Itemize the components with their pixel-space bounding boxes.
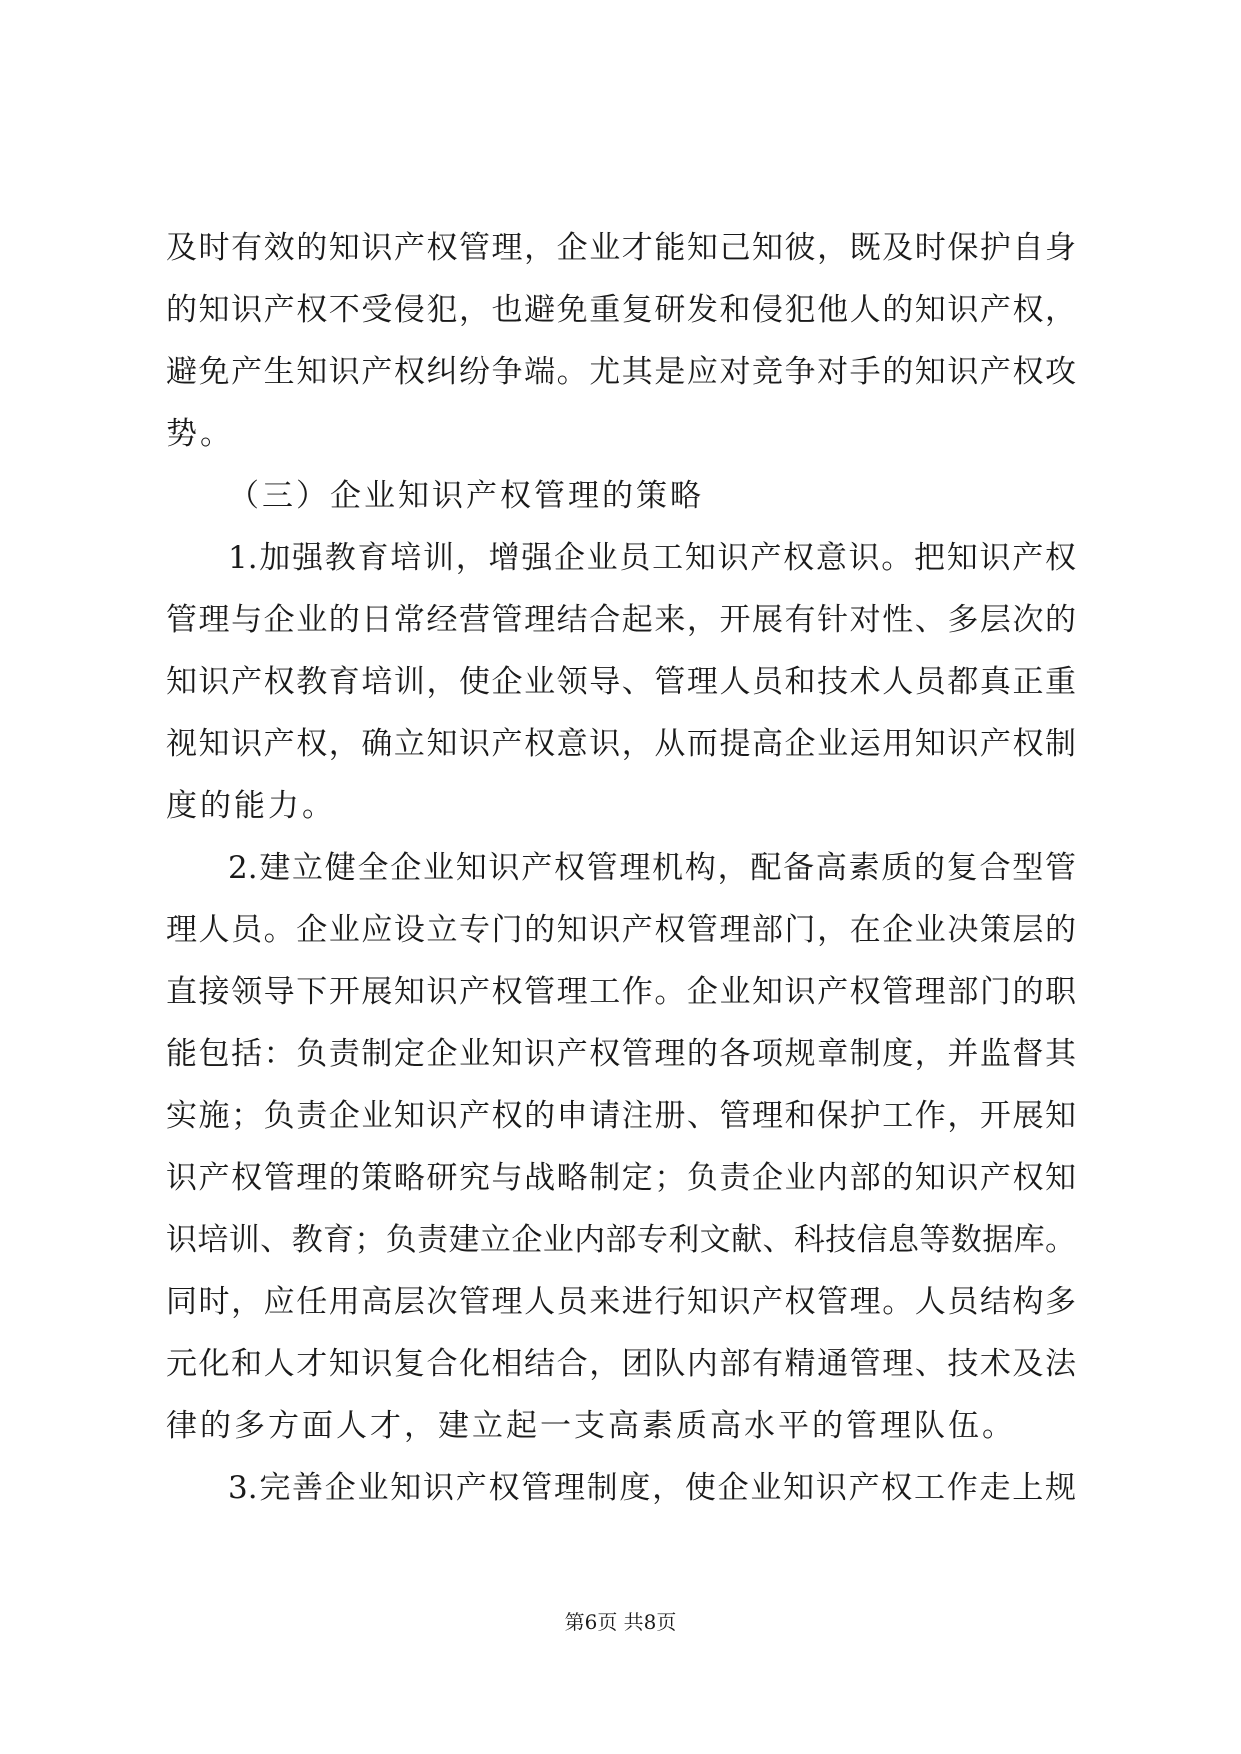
text-line-19: 元化和人才知识复合化相结合，团队内部有精通管理、技术及法 <box>166 1346 1076 1382</box>
text-line-8: 知识产权教育培训，使企业领导、管理人员和技术人员都真正重 <box>166 664 1076 700</box>
text-line-6: 1.加强教育培训，增强企业员工知识产权意识。把知识产权 <box>228 540 1076 576</box>
text-line-11: 2.建立健全企业知识产权管理机构，配备高素质的复合型管 <box>228 850 1076 886</box>
page-footer: 第6页 共8页 <box>564 1610 677 1634</box>
section-heading: （三）企业知识产权管理的策略 <box>228 478 704 514</box>
text-line-9: 视知识产权，确立知识产权意识，从而提高企业运用知识产权制 <box>166 726 1076 762</box>
text-line-1: 及时有效的知识产权管理，企业才能知己知彼，既及时保护自身 <box>166 230 1076 266</box>
text-line-12: 理人员。企业应设立专门的知识产权管理部门，在企业决策层的 <box>166 912 1076 948</box>
text-line-14: 能包括：负责制定企业知识产权管理的各项规章制度，并监督其 <box>166 1036 1076 1072</box>
text-line-13: 直接领导下开展知识产权管理工作。企业知识产权管理部门的职 <box>166 974 1076 1010</box>
text-line-15: 实施；负责企业知识产权的申请注册、管理和保护工作，开展知 <box>166 1098 1076 1134</box>
text-line-21: 3.完善企业知识产权管理制度，使企业知识产权工作走上规 <box>228 1470 1076 1506</box>
text-line-20: 律的多方面人才，建立起一支高素质高水平的管理队伍。 <box>166 1408 1016 1444</box>
text-line-18: 同时，应任用高层次管理人员来进行知识产权管理。人员结构多 <box>166 1284 1076 1320</box>
text-line-4: 势。 <box>166 416 234 452</box>
text-line-2: 的知识产权不受侵犯，也避免重复研发和侵犯他人的知识产权， <box>166 292 1076 328</box>
text-line-3: 避免产生知识产权纠纷争端。尤其是应对竞争对手的知识产权攻 <box>166 354 1076 390</box>
text-line-16: 识产权管理的策略研究与战略制定；负责企业内部的知识产权知 <box>166 1160 1076 1196</box>
text-line-10: 度的能力。 <box>166 788 336 824</box>
text-line-17: 识培训、教育；负责建立企业内部专利文献、科技信息等数据库。 <box>166 1222 1076 1258</box>
text-line-7: 管理与企业的日常经营管理结合起来，开展有针对性、多层次的 <box>166 602 1076 638</box>
